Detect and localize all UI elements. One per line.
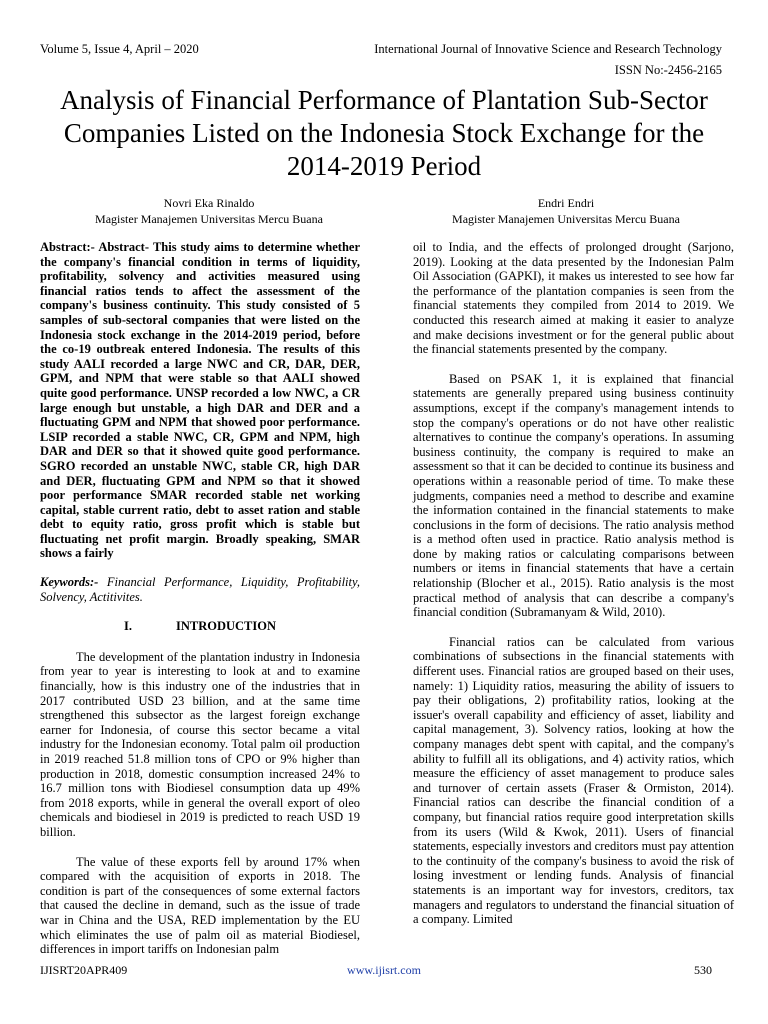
keywords-text: Financial Performance, Liquidity, Profitability, Solvency, Actitivites. (40, 575, 360, 604)
body-paragraph: The development of the plantation industry in Indonesia from year to year is interesting to look at and to examine financially, how is this industry one of the industries that in 2017 contributed USD 23 billion, and at the same time strengthened this subsector as the largest foreign exchange earner for Indonesia, of course this sector became a vital industry for the Indonesian economy. Total palm oil production in 2019 reached 51.8 million tons of CPO or 9% higher than production in 2018, domestic consumption increased 24% to 16.7 million tons with Biodiesel consumption data up 49% from 2018 exports, while in general the overall export of oleo chemicals and biodiesel in 2019 is predicted to reach USD 19 billion. (40, 649, 360, 839)
journal-name: International Journal of Innovative Science and Research Technology (374, 42, 722, 56)
journal-url-link[interactable]: www.ijisrt.com (347, 963, 421, 977)
page-number: 530 (694, 963, 712, 977)
journal-volume: Volume 5, Issue 4, April – 2020 (40, 42, 199, 56)
paper-title: Analysis of Financial Performance of Plantation Sub-Sector Companies Listed on the Indonesia Stock Exchange for the 2014-2019 Period (60, 85, 708, 181)
issn: ISSN No:-2456-2165 (614, 63, 722, 77)
keywords-label: Keywords:- (40, 575, 99, 590)
abstract: Abstract:- Abstract- This study aims to determine whether the company's financial condition in terms of liquidity, profitability, solvency and activities measured using financial ratios tends to affect the assessment of the company's business continuity. This study consisted of 5 samples of sub-sectoral companies that were listed on the Indonesia stock exchange in the 2014-2019 period, before the co-19 outbreak entered Indonesia. The results of this study AALI recorded a large NWC and CR, DAR, DER, GPM, and NPM that were stable so that AALI showed quite good performance. UNSP recorded a low NWC, a CR large enough but unstable, a high DAR and DER and a fluctuating GPM and NPM that showed poor performance. LSIP recorded a stable NWC, CR, GPM and NPM, high DAR and DER so that it showed quite good performance. SGRO recorded an unstable NWC, stable CR, high DAR and DER, fluctuating GPM and NPM so that it showed poor performance SMAR recorded stable net working capital, stable current ratio, debt to asset ration and stable debt to equity ratio, gross profit which is stable but fluctuating net profit margin. Broadly speaking, SMAR shows a fairly (40, 240, 360, 561)
body-paragraph: Financial ratios can be calculated from various combinations of subsections in the financial statements with different uses. Financial ratios are grouped based on their uses, namely: 1) Liquidity ratios, measuring the ability of issuers to pay their obligations, 2) profitability ratios, looking at the issuer's overall capability and efficiency of asset, liability and capital management, 3). Solvency ratios, looking at how the company manages debt spent with capital, and the company's ability to fulfill all its obligations, and 4) activity ratios, which measure the efficiency of asset management to produce sales and turnover of certain assets (Fraser & Ormiston, 2014). Financial ratios can describe the financial condition of a company, but financial ratios require good interpretation skills from its users (Wild & Kwok, 2011). Users of financial statements, especially investors and creditors must pay attention to the continuity of the company's business to avoid the risk of losing investment or lending funds. Analysis of financial statements is an important way for investors, creditors, tax managers and regulators to understand the financial situation of a company. Limited (413, 634, 734, 927)
author-block (398, 195, 734, 227)
body-paragraph: oil to India, and the effects of prolonged drought (Sarjono, 2019). Looking at the data presented by the Indonesian Palm Oil Association (GAPKI), it makes us interested to see how far the performance of the plantation companies is seen from the financial statements they compiled from 2014 to 2019. We conducted this research aimed at making it easier to analyze and make decisions investment or for the general public about the financial statements presented by the company. (413, 240, 734, 357)
keywords (40, 575, 360, 604)
paper-id: IJISRT20APR409 (40, 963, 128, 977)
author-block (40, 195, 378, 227)
author-affiliation: Magister Manajemen Universitas Mercu Buana (452, 212, 680, 226)
section-title: INTRODUCTION (175, 619, 276, 634)
author-affiliation: Magister Manajemen Universitas Mercu Buana (95, 212, 323, 226)
body-paragraph: The value of these exports fell by around 17% when compared with the acquisition of exports in 2018. The condition is part of the consequences of some external factors that caused the decline in demand, such as the issue of trade war in China and the USA, RED implementation by the EU which eliminates the use of palm oil as material Biodiesel, differences in import tariffs on Indonesian palm (40, 854, 360, 957)
body-paragraph: Based on PSAK 1, it is explained that financial statements are generally prepared using business continuity assumptions, except if the company's management intends to stop the company's operations or do not have other realistic alternatives to continue the company's operations. In assuming business continuity, the company is required to make an assessment so that it can be decided to continue its business and operations within a reasonable period of time. To make these judgments, companies need a method to describe and examine the information contained in the financial statements to make conclusions in the form of decisions. The ratio analysis method is a method often used in practice. Ratio analysis method is done by making ratios or calculating comparisons between numbers or items in financial statements that have a certain relationship (Blocher et al., 2015). Ratio analysis is the most practical method of analysis that can describe a company's financial condition (Subramanyam & Wild, 2010). (413, 371, 734, 620)
section-heading (40, 619, 360, 634)
left-column (40, 240, 360, 957)
author-name: Endri Endri (537, 196, 595, 210)
author-name: Novri Eka Rinaldo (163, 196, 255, 210)
right-column (413, 240, 734, 927)
section-number: I. (123, 619, 132, 634)
